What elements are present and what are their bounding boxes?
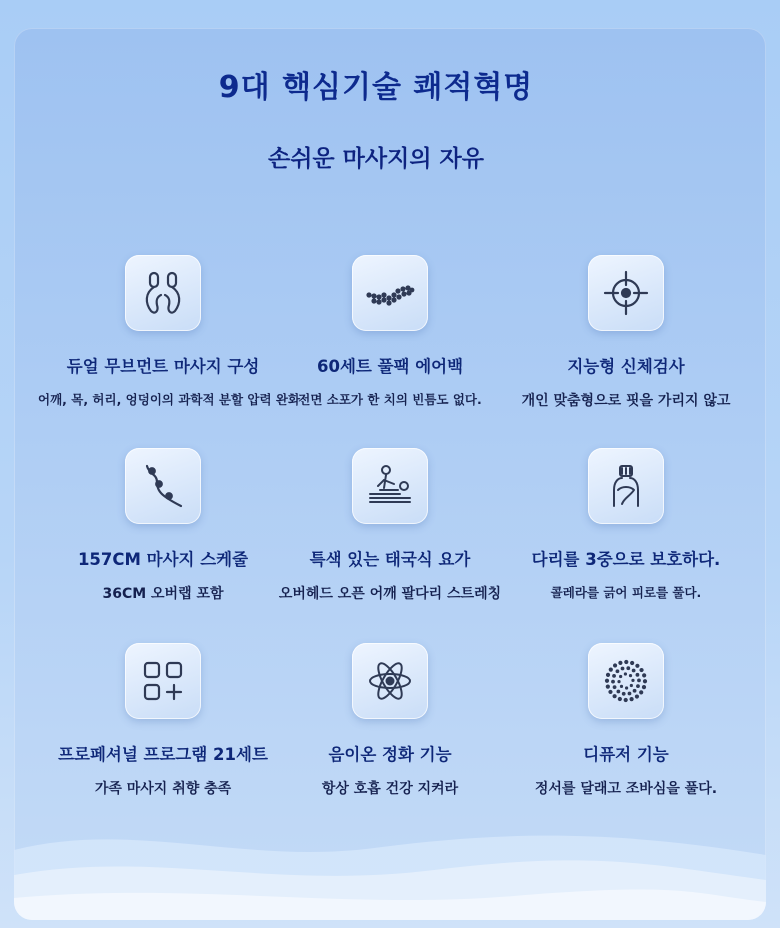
feature-desc: 36CM 오버랩 포함 bbox=[102, 586, 224, 602]
feature-desc: 오버헤드 오픈 어깨 팔다리 스트레칭 bbox=[278, 586, 502, 602]
atom-ion-icon bbox=[364, 655, 416, 707]
feature-programs bbox=[38, 643, 288, 798]
diffuser-dot bbox=[613, 685, 617, 689]
page-subtitle: 손쉬운 마사지의 자유 bbox=[268, 146, 484, 172]
diffuser-dot bbox=[621, 667, 625, 671]
massage-track-icon bbox=[137, 460, 189, 512]
diffuser-dot bbox=[612, 674, 616, 678]
diffuser-dot bbox=[626, 666, 630, 670]
diffuser-dot bbox=[639, 690, 643, 694]
diffuser-dot bbox=[624, 698, 628, 702]
diffuser-dot bbox=[622, 692, 626, 696]
diffuser-dot bbox=[613, 663, 617, 667]
thai-massage-icon bbox=[364, 460, 416, 512]
feature-title: 다리를 3중으로 보호하다. bbox=[531, 550, 721, 569]
diffuser-dot bbox=[605, 679, 609, 683]
wave-background bbox=[14, 810, 766, 920]
diffuser-dot bbox=[629, 697, 633, 701]
diffuser-dot bbox=[617, 680, 620, 683]
feature-desc: 가족 마사지 취향 충족 bbox=[94, 781, 232, 797]
feature-title: 음이온 정화 기능 bbox=[328, 745, 452, 764]
feature-dual-movement bbox=[38, 255, 301, 408]
diffuser-dot bbox=[616, 690, 620, 694]
feature-desc: 어깨, 목, 허리, 엉덩이의 과학적 분할 압력 완화 bbox=[38, 392, 301, 407]
diffuser-dot bbox=[629, 674, 632, 677]
feature-title: 디퓨저 기능 bbox=[583, 745, 669, 764]
feature-icon-tile bbox=[125, 643, 201, 719]
diffuser-dot bbox=[613, 694, 617, 698]
diffuser-dot bbox=[637, 678, 641, 682]
feature-desc: 개인 맞춤형으로 핏을 가리지 않고 bbox=[521, 393, 731, 409]
diffuser-dot bbox=[635, 664, 639, 668]
feature-leg-protection bbox=[501, 448, 751, 601]
diffuser-dot bbox=[618, 661, 622, 665]
feature-airbags bbox=[265, 255, 515, 408]
diffuser-dot bbox=[606, 673, 610, 677]
feature-title: 157CM 마사지 스케줄 bbox=[77, 550, 249, 569]
airbag-dots-icon bbox=[364, 267, 416, 319]
feature-desc: 전면 소포가 한 치의 빈틈도 없다. bbox=[298, 392, 482, 407]
diffuser-dot bbox=[630, 661, 634, 665]
diffuser-dots-icon bbox=[600, 655, 652, 707]
diffuser-dot bbox=[608, 690, 612, 694]
diffuser-dot bbox=[624, 660, 628, 664]
feature-title: 듀얼 무브먼트 마사지 구성 bbox=[66, 357, 260, 376]
feature-desc: 콜레라를 긁어 피로를 풀다. bbox=[550, 585, 702, 600]
feature-icon-tile bbox=[352, 643, 428, 719]
diffuser-dot bbox=[643, 679, 647, 683]
diffuser-dot bbox=[609, 668, 613, 672]
diffuser-dot bbox=[618, 697, 622, 701]
feature-desc: 정서를 달래고 조바심을 풀다. bbox=[534, 781, 718, 797]
hand-protect-icon bbox=[600, 460, 652, 512]
feature-massage-track bbox=[38, 448, 288, 603]
feature-thai-yoga bbox=[265, 448, 515, 603]
diffuser-dot bbox=[639, 668, 643, 672]
diffuser-dot bbox=[619, 675, 622, 678]
feature-icon-tile bbox=[588, 643, 664, 719]
feature-icon-tile bbox=[588, 448, 664, 524]
diffuser-dot bbox=[628, 692, 632, 696]
diffuser-dot bbox=[635, 694, 639, 698]
feature-icon-tile bbox=[125, 255, 201, 331]
dual-rollers-icon bbox=[137, 267, 189, 319]
feature-icon-tile bbox=[588, 255, 664, 331]
program-grid-icon bbox=[137, 655, 189, 707]
target-crosshair-icon bbox=[600, 267, 652, 319]
diffuser-dot bbox=[642, 673, 646, 677]
diffuser-dot bbox=[624, 672, 627, 675]
diffuser-dot bbox=[606, 684, 610, 688]
feature-title: 프로페셔널 프로그램 21세트 bbox=[58, 745, 268, 764]
feature-title: 60세트 풀팩 에어백 bbox=[316, 357, 464, 376]
feature-title: 특색 있는 태국식 요가 bbox=[309, 550, 471, 569]
feature-icon-tile bbox=[125, 448, 201, 524]
feature-anion bbox=[265, 643, 515, 798]
diffuser-dot bbox=[625, 686, 628, 689]
diffuser-dot bbox=[636, 684, 640, 688]
feature-title: 지능형 신체검사 bbox=[567, 357, 685, 376]
diffuser-dot bbox=[611, 680, 615, 684]
feature-icon-tile bbox=[352, 448, 428, 524]
feature-body-scan bbox=[501, 255, 751, 410]
diffuser-dot bbox=[633, 689, 637, 693]
diffuser-dot bbox=[632, 669, 636, 673]
feature-diffuser bbox=[501, 643, 751, 798]
page-title: 9대 핵심기술 쾌적혁명 bbox=[218, 70, 534, 105]
diffuser-dot bbox=[630, 684, 633, 687]
diffuser-dot bbox=[642, 685, 646, 689]
feature-desc: 항상 호흡 건강 지켜라 bbox=[321, 781, 459, 797]
diffuser-dot bbox=[631, 679, 634, 682]
diffuser-dot bbox=[616, 669, 620, 673]
diffuser-dot bbox=[620, 685, 623, 688]
diffuser-dot bbox=[636, 673, 640, 677]
feature-icon-tile bbox=[352, 255, 428, 331]
